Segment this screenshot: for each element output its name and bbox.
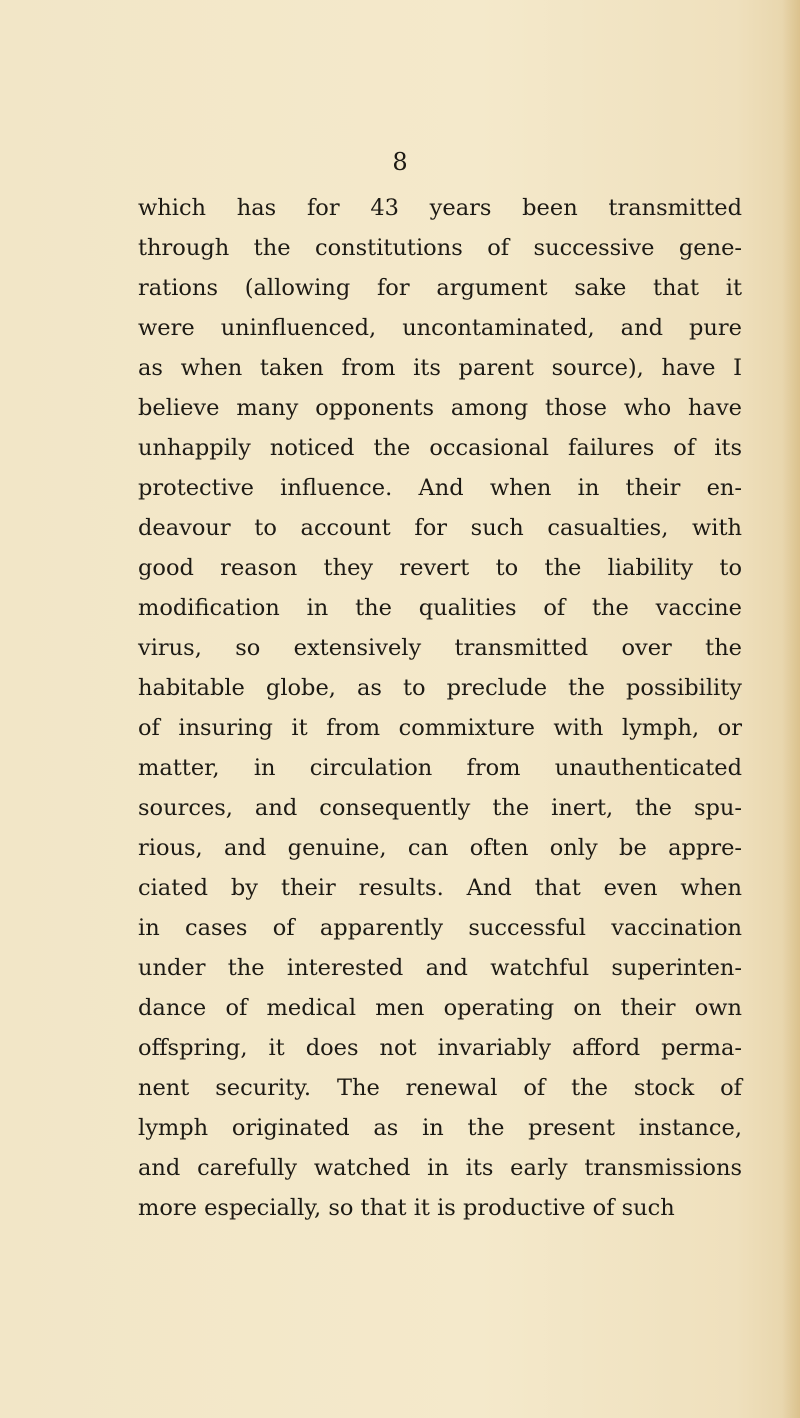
text-line: more especially, so that it is productive of such (138, 1195, 675, 1221)
text-line: in cases of apparently successful vaccination (138, 915, 742, 941)
text-line: unhappily noticed the occasional failures of its (138, 435, 742, 461)
text-line: nent security. The renewal of the stock of (138, 1075, 742, 1101)
text-line: virus, so extensively transmitted over the (138, 635, 742, 661)
text-line: good reason they revert to the liability to (138, 555, 742, 581)
text-line: dance of medical men operating on their own (138, 995, 742, 1021)
text-line: lymph originated as in the present instance, (138, 1115, 742, 1141)
text-line: of insuring it from commixture with lymph, or (138, 715, 742, 741)
text-line: offspring, it does not invariably afford perma- (138, 1035, 742, 1061)
text-line: modification in the qualities of the vaccine (138, 595, 742, 621)
text-line: were uninfluenced, uncontaminated, and pure (138, 315, 742, 341)
text-line: and carefully watched in its early transmissions (138, 1155, 742, 1181)
text-line: under the interested and watchful superinten- (138, 955, 742, 981)
body-text (138, 188, 742, 1228)
text-line: rious, and genuine, can often only be appre- (138, 835, 742, 861)
text-line: rations (allowing for argument sake that it (138, 275, 742, 301)
text-line: sources, and consequently the inert, the spu- (138, 795, 742, 821)
text-line: ciated by their results. And that even when (138, 875, 742, 901)
page-number: 8 (392, 148, 408, 176)
text-line: through the constitutions of successive gene- (138, 235, 742, 261)
text-line: which has for 43 years been transmitted (138, 195, 742, 221)
page-edge-shadow (782, 0, 800, 1418)
text-line: deavour to account for such casualties, with (138, 515, 742, 541)
text-line: believe many opponents among those who have (138, 395, 742, 421)
text-line: as when taken from its parent source), have I (138, 355, 742, 381)
text-line: matter, in circulation from unauthenticated (138, 755, 742, 781)
text-line: protective influence. And when in their en- (138, 475, 742, 501)
text-line: habitable globe, as to preclude the possibility (138, 675, 742, 701)
